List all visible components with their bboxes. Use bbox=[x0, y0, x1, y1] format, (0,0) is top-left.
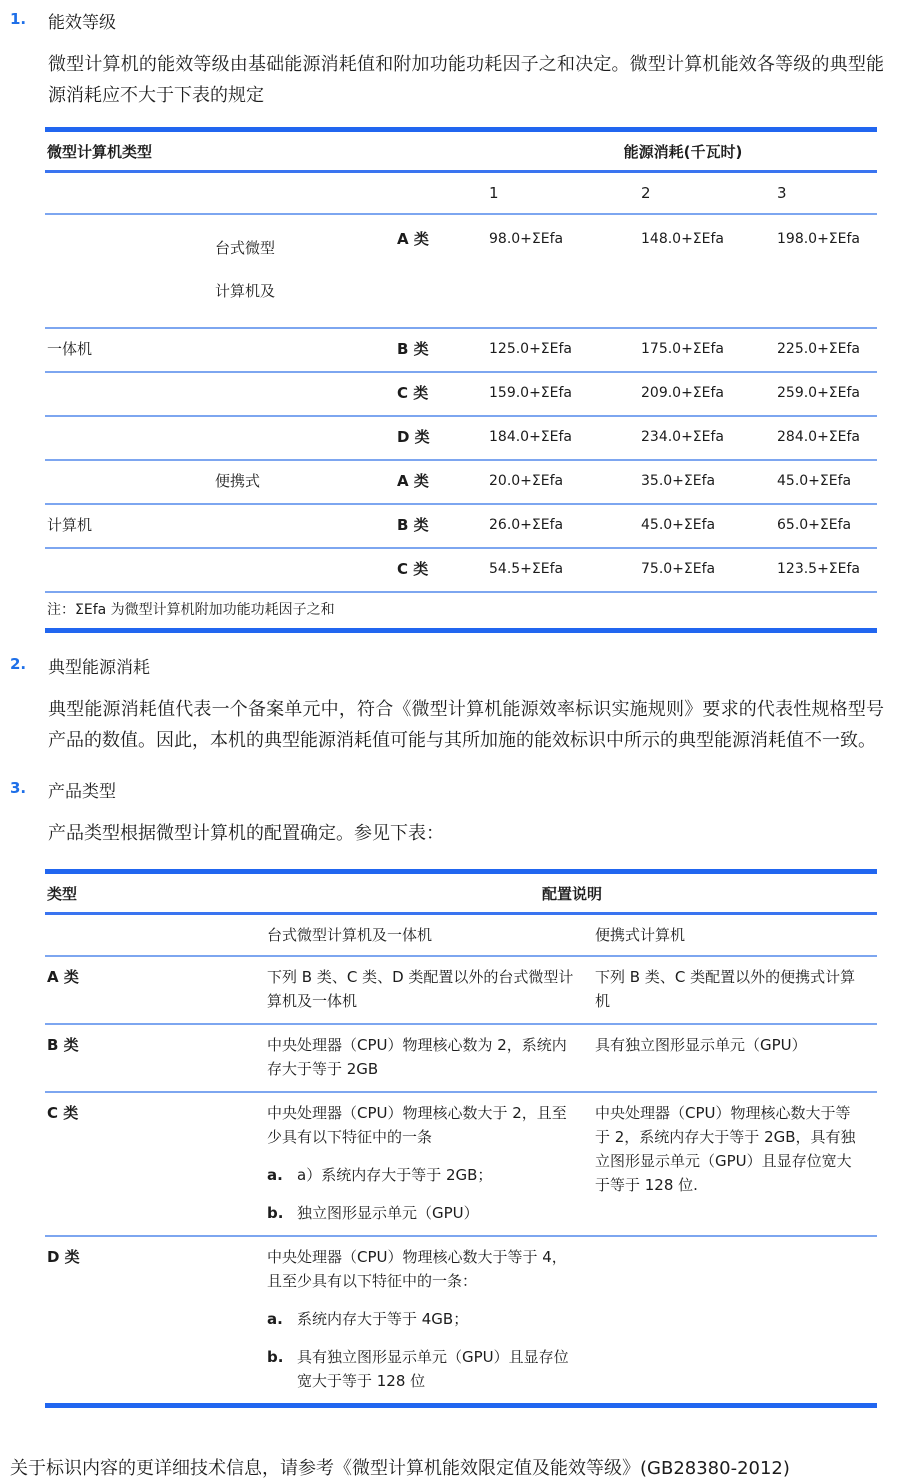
table1-grade-1: 1 bbox=[489, 184, 499, 202]
table1-cell-group1 bbox=[45, 214, 213, 328]
table1-cell-group1 bbox=[45, 416, 213, 460]
section-2-number: 2. bbox=[10, 655, 27, 673]
table1-grade-row bbox=[45, 172, 877, 215]
list-item-text: 系统内存大于等于 4GB； bbox=[297, 1310, 469, 1328]
table-row bbox=[45, 214, 877, 328]
table1-cell-value: 35.0+ΣEfa bbox=[641, 473, 716, 489]
table2-subheader-portable: 便携式计算机 bbox=[595, 926, 686, 944]
list-item-text: 独立图形显示单元（GPU） bbox=[297, 1204, 479, 1222]
table1-cell-class: A 类 bbox=[397, 472, 429, 490]
table1-cell-value: 284.0+ΣEfa bbox=[777, 429, 861, 445]
table2-cell-type: A 类 bbox=[47, 968, 79, 986]
section-1-paragraph: 微型计算机的能效等级由基础能源消耗值和附加功能功耗因子之和决定。微型计算机能效各等级的典型能源消耗应不大于下表的规定 bbox=[48, 54, 884, 106]
table1-cell-class: B 类 bbox=[397, 516, 429, 534]
table-row bbox=[45, 328, 877, 372]
table1-cell-class: D 类 bbox=[397, 428, 430, 446]
table-row bbox=[45, 460, 877, 504]
table1-cell-value: 225.0+ΣEfa bbox=[777, 341, 861, 357]
table-row bbox=[45, 1236, 877, 1406]
section-3-number: 3. bbox=[10, 779, 27, 797]
section-1-heading bbox=[10, 8, 896, 33]
list-item bbox=[267, 1201, 579, 1225]
table2-cell-desktop bbox=[265, 1024, 593, 1092]
table1-cell-value: 98.0+ΣEfa bbox=[489, 231, 564, 247]
table2-cell-type: D 类 bbox=[47, 1248, 80, 1266]
list-item bbox=[267, 1163, 579, 1187]
table2-subheader-desktop: 台式微型计算机及一体机 bbox=[267, 926, 433, 944]
section-2-title: 典型能源消耗 bbox=[48, 658, 150, 678]
table1-cell-group2 bbox=[213, 372, 395, 416]
list-item bbox=[267, 1307, 579, 1331]
table1-header-row bbox=[45, 130, 877, 172]
table2-subheader-row bbox=[45, 914, 877, 957]
table2-header-type: 类型 bbox=[47, 885, 78, 903]
table1-cell-group2 bbox=[213, 504, 395, 548]
table1-cell-value: 234.0+ΣEfa bbox=[641, 429, 725, 445]
table2-header-row bbox=[45, 872, 877, 914]
table1-cell-value: 75.0+ΣEfa bbox=[641, 561, 716, 577]
table1-cell-group2 bbox=[213, 548, 395, 592]
table1-cell-value: 65.0+ΣEfa bbox=[777, 517, 852, 533]
list-item-text: a）系统内存大于等于 2GB； bbox=[297, 1166, 493, 1184]
table2-cell-type: C 类 bbox=[47, 1104, 79, 1122]
table1-header-type: 微型计算机类型 bbox=[47, 143, 153, 161]
section-3-title: 产品类型 bbox=[48, 782, 116, 802]
energy-consumption-table bbox=[45, 127, 877, 633]
table1-cell-value: 20.0+ΣEfa bbox=[489, 473, 564, 489]
table2-cell-desktop bbox=[265, 1092, 593, 1236]
list-item-marker: b. bbox=[267, 1348, 284, 1366]
table1-cell-value: 209.0+ΣEfa bbox=[641, 385, 725, 401]
table1-cell-group1: 计算机 bbox=[47, 516, 93, 534]
table-row bbox=[45, 372, 877, 416]
list-item-text: 具有独立图形显示单元（GPU）且显存位宽大于等于 128 位 bbox=[297, 1348, 569, 1390]
table-row bbox=[45, 956, 877, 1024]
table1-cell-value: 159.0+ΣEfa bbox=[489, 385, 573, 401]
table2-cell-desktop bbox=[265, 956, 593, 1024]
section-3-heading bbox=[10, 777, 896, 802]
table-row bbox=[45, 1092, 877, 1236]
table1-cell-value: 148.0+ΣEfa bbox=[641, 231, 725, 247]
table1-cell-class: B 类 bbox=[397, 340, 429, 358]
table1-cell-value: 123.5+ΣEfa bbox=[777, 561, 861, 577]
table2-cell-portable: 中央处理器（CPU）物理核心数大于等于 2，系统内存大于等于 2GB，具有独立图形显示单元（GPU）且显存位宽大于等于 128 位. bbox=[595, 1104, 856, 1194]
desktop-description: 中央处理器（CPU）物理核心数大于等于 4，且至少具有以下特征中的一条： bbox=[267, 1248, 567, 1290]
table1-cell-value: 125.0+ΣEfa bbox=[489, 341, 573, 357]
section-3-paragraph: 产品类型根据微型计算机的配置确定。参见下表： bbox=[48, 823, 444, 844]
table1-cell-group2: 台式微型 计算机及 bbox=[215, 239, 276, 300]
table1-note-row bbox=[45, 592, 877, 631]
table1-cell-class: A 类 bbox=[397, 230, 429, 248]
table1-note: 注：ΣEfa 为微型计算机附加功能功耗因子之和 bbox=[47, 602, 335, 618]
table1-cell-value: 26.0+ΣEfa bbox=[489, 517, 564, 533]
table-row bbox=[45, 504, 877, 548]
list-item-marker: b. bbox=[267, 1204, 284, 1222]
table2-header-config: 配置说明 bbox=[542, 885, 603, 903]
table1-header-energy: 能源消耗(千瓦时) bbox=[623, 143, 743, 161]
table1-cell-value: 54.5+ΣEfa bbox=[489, 561, 564, 577]
table1-cell-value: 45.0+ΣEfa bbox=[777, 473, 852, 489]
product-type-table bbox=[45, 869, 877, 1408]
table1-cell-value: 259.0+ΣEfa bbox=[777, 385, 861, 401]
table1-cell-value: 45.0+ΣEfa bbox=[641, 517, 716, 533]
table1-cell-group1 bbox=[45, 548, 213, 592]
section-2-paragraph: 典型能源消耗值代表一个备案单元中，符合《微型计算机能源效率标识实施规则》要求的代表性规格型号产品的数值。因此，本机的典型能源消耗值可能与其所加施的能效标识中所示的典型能源消耗值不一致。 bbox=[48, 699, 884, 751]
table1-cell-group2 bbox=[213, 416, 395, 460]
desktop-description: 中央处理器（CPU）物理核心数大于 2，且至少具有以下特征中的一条 bbox=[267, 1104, 567, 1146]
list-item bbox=[267, 1345, 579, 1393]
desktop-description: 中央处理器（CPU）物理核心数为 2，系统内存大于等于 2GB bbox=[267, 1036, 567, 1078]
list-item-marker: a. bbox=[267, 1310, 283, 1328]
table2-cell-portable: 具有独立图形显示单元（GPU） bbox=[595, 1036, 807, 1054]
table1-cell-group2: 便携式 bbox=[215, 472, 261, 490]
table1-cell-group1 bbox=[45, 460, 213, 504]
table1-cell-value: 184.0+ΣEfa bbox=[489, 429, 573, 445]
footer-reference-text: 关于标识内容的更详细技术信息，请参考《微型计算机能效限定值及能效等级》(GB28380-2012) bbox=[10, 1458, 790, 1479]
table-row bbox=[45, 1024, 877, 1092]
table1-cell-group2 bbox=[213, 328, 395, 372]
table2-subheader-spacer bbox=[45, 914, 265, 957]
table-row bbox=[45, 416, 877, 460]
table1-grade-spacer bbox=[45, 172, 487, 215]
section-1-title: 能效等级 bbox=[48, 13, 116, 33]
list-item-marker: a. bbox=[267, 1166, 283, 1184]
table2-cell-portable bbox=[593, 1236, 877, 1406]
section-1-number: 1. bbox=[10, 10, 27, 28]
table2-cell-desktop bbox=[265, 1236, 593, 1406]
table1-cell-group1: 一体机 bbox=[47, 340, 93, 358]
desktop-description: 下列 B 类、C 类、D 类配置以外的台式微型计算机及一体机 bbox=[267, 968, 574, 1010]
table2-cell-portable: 下列 B 类、C 类配置以外的便携式计算机 bbox=[595, 968, 856, 1010]
table1-cell-value: 198.0+ΣEfa bbox=[777, 231, 861, 247]
table2-cell-type: B 类 bbox=[47, 1036, 79, 1054]
section-2-heading bbox=[10, 653, 896, 678]
table1-cell-class: C 类 bbox=[397, 384, 429, 402]
table1-cell-class: C 类 bbox=[397, 560, 429, 578]
table1-grade-3: 3 bbox=[777, 184, 787, 202]
table1-cell-value: 175.0+ΣEfa bbox=[641, 341, 725, 357]
table1-cell-group1 bbox=[45, 372, 213, 416]
table1-grade-2: 2 bbox=[641, 184, 651, 202]
table-row bbox=[45, 548, 877, 592]
